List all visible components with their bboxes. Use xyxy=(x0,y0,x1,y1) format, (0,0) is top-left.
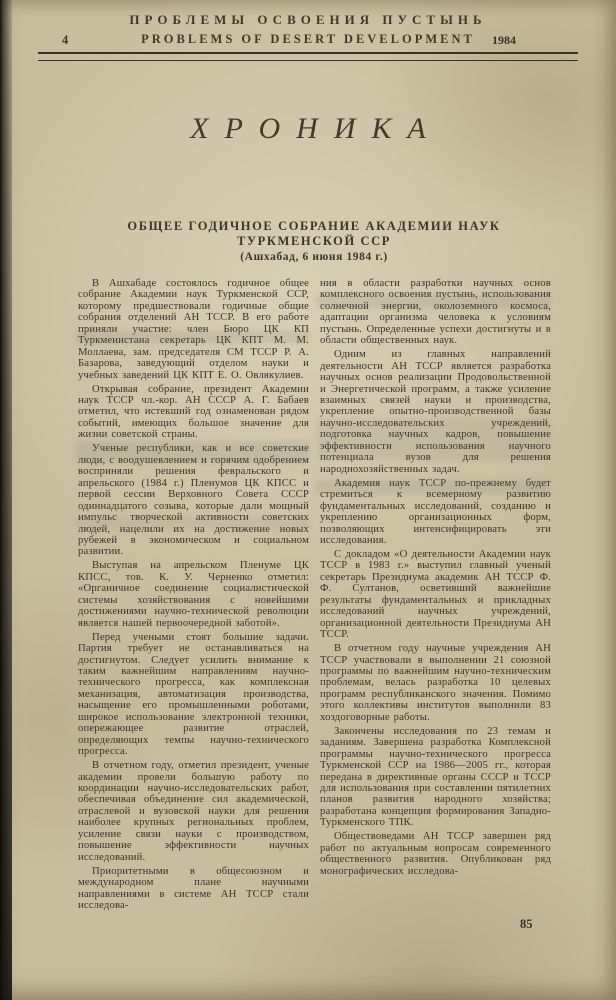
paragraph: Приоритетными в общесоюзном и международном плане научными направлениями в системе АН ТССР стали исследова- xyxy=(78,864,309,912)
journal-title-english: PROBLEMS OF DESERT DEVELOPMENT xyxy=(141,32,475,46)
paragraph: Ученые республики, как и все советские люди, с воодушевлением и горячим одобрением восприняли решения февральского и апрельского (1984 г.) Пленумов ЦК КПСС и первой сессии Верховного Совета СССР одиннадцатого созыва, которые дали мощный импульс творческой активности советских людей, нацелили их на достижение новых рубежей в экономическом и социальном развитии. xyxy=(78,442,309,558)
year-label: 1984 xyxy=(492,33,516,47)
paragraph: С докладом «О деятельности Академии наук ТССР в 1983 г.» выступил главный ученый секретарь Президиума академик АН ТССР Ф. Ф. Султанов, осветивший важнейшие результаты фундаментальных и прикладных исследований научных учреждений, организационной деятельности Президиума АН ТССР. xyxy=(320,547,551,641)
paragraph: Академия наук ТССР по-прежнему будет стремиться к всемерному развитию фундаментальных исследований, созданию и укреплению организационных форм, позволяющих интенсифицировать эти исследования. xyxy=(320,476,551,546)
article-title-line2: ТУРКМЕНСКОЙ ССР xyxy=(236,234,392,248)
article-dateline: (Ашхабад, 6 июня 1984 г.) xyxy=(240,251,388,263)
article-body xyxy=(78,278,551,914)
page-number: 85 xyxy=(520,917,533,931)
right-column xyxy=(320,278,551,914)
paragraph: В отчетном году научные учреждения АН ТССР участвовали в выполнении 21 союзной программы по важнейшим научно-техническим проблемам, велась разработка 10 целевых программ республиканского значения. Помимо этого коллективы институтов выполнили 83 хоздоговорные работы. xyxy=(320,642,551,723)
paragraph: Выступая на апрельском Пленуме ЦК КПСС, тов. К. У. Черненко отметил: «Органичное соединение социалистической системы хозяйствования с новейшими достижениями научно-технической революции является нашей первоочередной заботой». xyxy=(78,559,309,629)
paragraph-continuation: ния в области разработки научных основ комплексного освоения пустынь, использования солнечной энергии, околоземного космоса, адаптации организма человека к условиям пустынь. Определенные успехи достигнуты и в области общественных наук. xyxy=(320,277,551,347)
paragraph: В Ашхабаде состоялось годичное общее собрание Академии наук Туркменской ССР, которому предшествовали годичные общие собрания отделений АН ТССР. В его работе приняли участие: член Бюро ЦК КП Туркменистана секретарь ЦК КПТ М. М. Моллаева, зам. председателя СМ ТССР Р. А. Базарова, заведующий отделом науки и учебных заведений ЦК КПТ Е. О. Овлякулиев. xyxy=(78,277,309,381)
header-double-rule xyxy=(38,52,578,61)
paragraph: В отчетном году, отметил президент, ученые академии провели большую работу по координации научно-исследовательских работ, обеспечивая объединение сил академической, отраслевой и вузовской науки для решения наиболее крупных региональных проблем, усиление связи науки с производством, повышение эффективности научных исследований. xyxy=(78,759,309,863)
page-left-edge-shadow xyxy=(0,0,12,1000)
paragraph: Открывая собрание, президент Академии наук ТССР чл.-кор. АН СССР А. Г. Бабаев отметил, что истекший год ознаменован рядом событий, имеющих большое значение для жизни советской страны. xyxy=(78,382,309,441)
issue-number: 4 xyxy=(62,33,69,47)
article-heading xyxy=(78,219,550,263)
paragraph: Одним из главных направлений деятельности АН ТССР является разработка научных основ реализации Продовольственной и Энергетической программ, а также усиление взаимных связей науки и производства, укрепление опытно-производственной базы научно-исследовательских учреждений, подготовка научных кадров, повышение эффективности использования научного потенциала вузов для решения народнохозяйственных задач. xyxy=(320,348,551,475)
section-title: ХРОНИКА xyxy=(190,112,442,145)
left-column xyxy=(78,278,309,914)
paragraph: Перед учеными стоят большие задачи. Партия требует не останавливаться на достигнутом. Следует усилить внимание к таким важнейшим направлениям научно-технического прогресса, как комплексная механизация, автоматизация производства, насыщение его промышленными роботами, широкое использование электронной техники, опережающее развитие отраслей, определяющих темпы научно-технического прогресса. xyxy=(78,630,309,758)
journal-title-russian: ПРОБЛЕМЫ ОСВОЕНИЯ ПУСТЫНЬ xyxy=(129,12,487,27)
masthead-row xyxy=(38,32,578,48)
paragraph: Обществоведами АН ТССР завершен ряд работ по актуальным вопросам современного общественного развития. Опубликован ряд монографических исследова- xyxy=(320,830,551,877)
article-title-line1: ОБЩЕЕ ГОДИЧНОЕ СОБРАНИЕ АКАДЕМИИ НАУК xyxy=(127,219,501,233)
paragraph: Закончены исследования по 23 темам и заданиям. Завершена разработка Комплексной программы научно-технического прогресса Туркменской ССР на 1986—2005 гг., которая передана в директивные органы СССР и ТССР для использования при составлении пятилетних планов развития народного хозяйства; разработана концепция формирования Западно-Туркменского ТПК. xyxy=(320,724,551,829)
